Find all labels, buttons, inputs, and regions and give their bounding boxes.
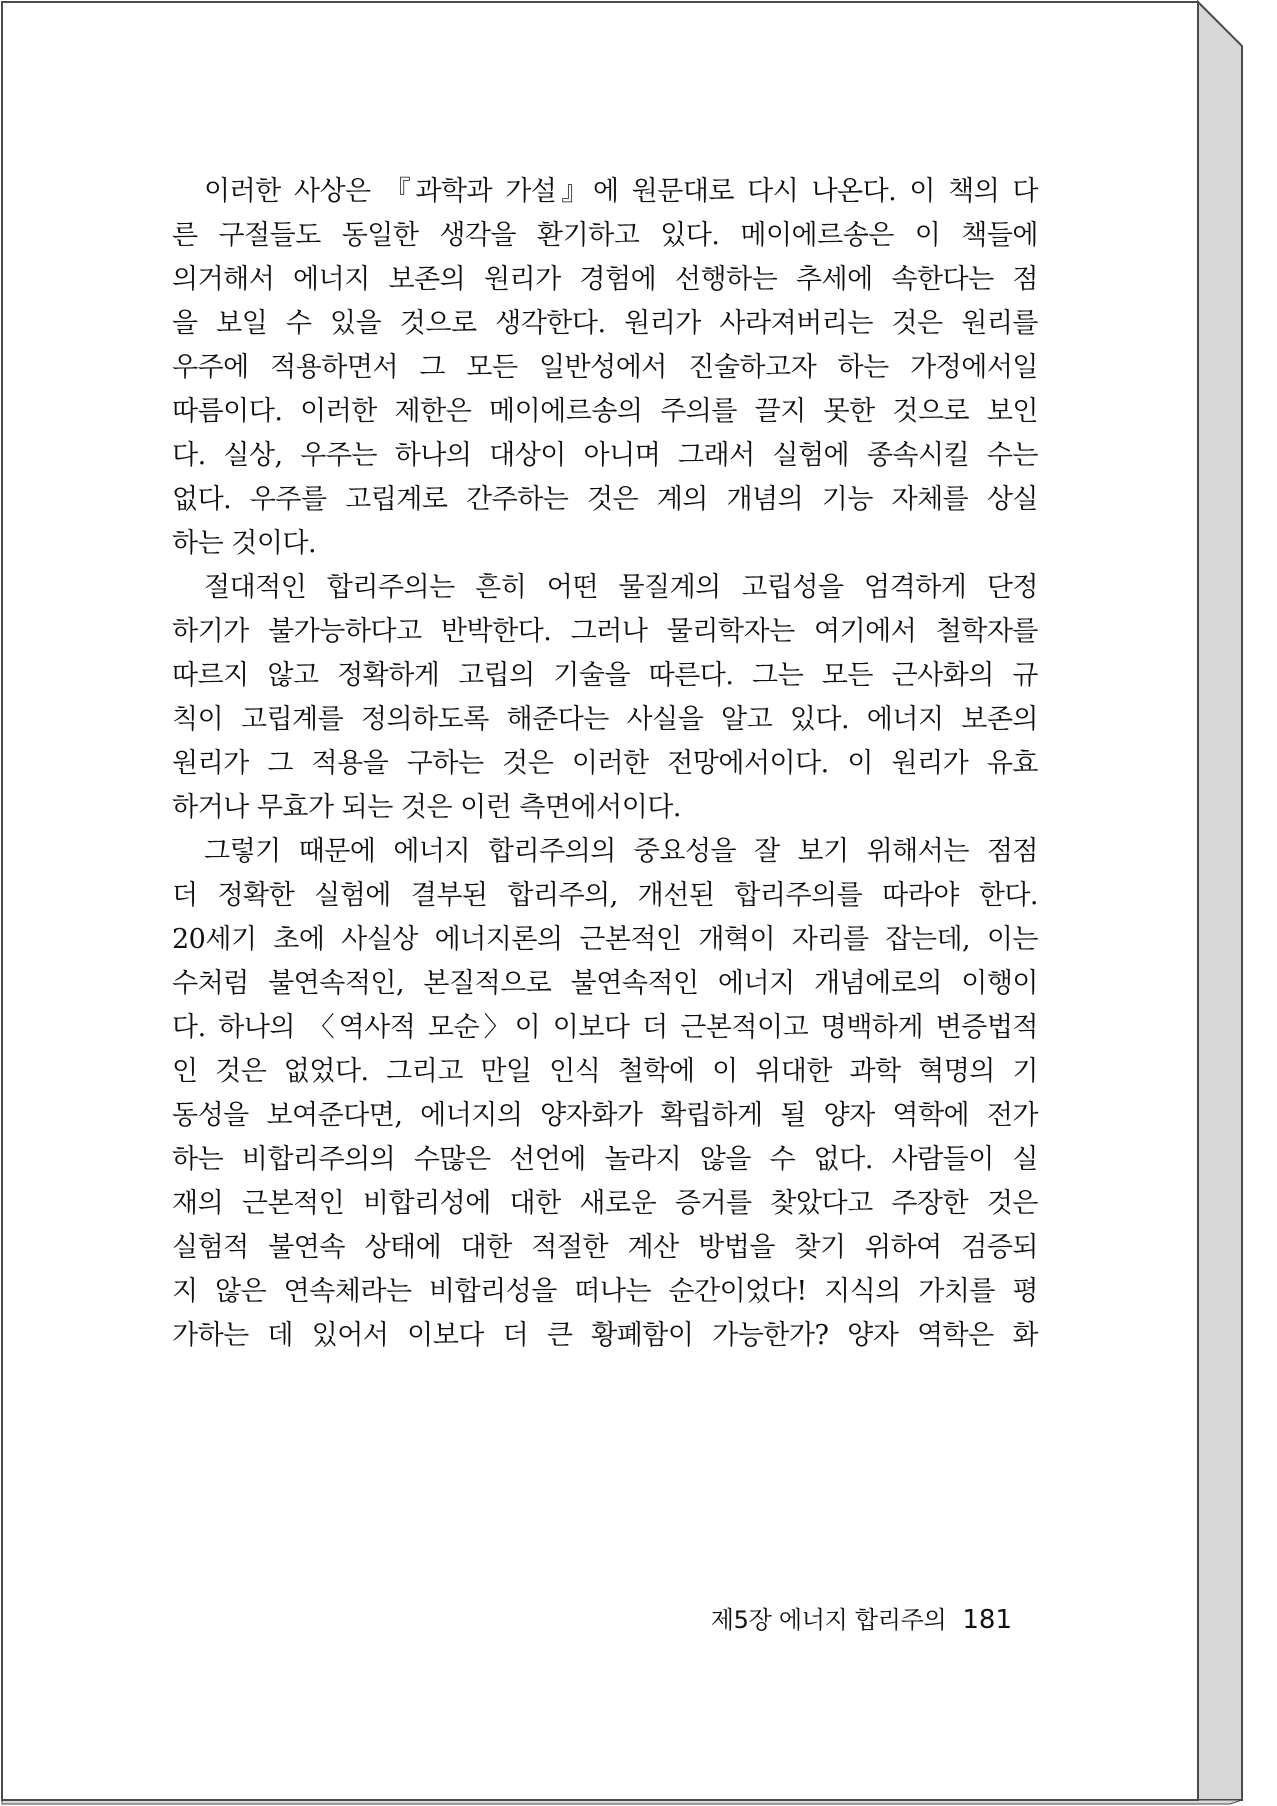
text-line: 다. 하나의 〈역사적 모순〉이 이보다 더 근본적이고 명백하게 변증법적 bbox=[172, 1012, 1038, 1043]
text-line: 따르지 않고 정확하게 고립의 기술을 따른다. 그는 모든 근사화의 규 bbox=[172, 660, 1038, 691]
paragraph-3 bbox=[172, 830, 1038, 1358]
text-line: 하기가 불가능하다고 반박한다. 그러나 물리학자는 여기에서 철학자를 bbox=[172, 616, 1038, 647]
text-line: 더 정확한 실험에 결부된 합리주의, 개선된 합리주의를 따라야 한다. bbox=[172, 880, 1038, 911]
text-line: 따름이다. 이러한 제한은 메이에르송의 주의를 끌지 못한 것으로 보인 bbox=[172, 396, 1038, 427]
text-line: 우주에 적용하면서 그 모든 일반성에서 진술하고자 하는 가정에서일 bbox=[172, 352, 1038, 383]
text-line: 다. 실상, 우주는 하나의 대상이 아니며 그래서 실험에 종속시킬 수는 bbox=[172, 440, 1038, 471]
text-line: 의거해서 에너지 보존의 원리가 경험에 선행하는 추세에 속한다는 점 bbox=[172, 264, 1038, 295]
paragraph-1 bbox=[172, 170, 1038, 566]
text-line: 없다. 우주를 고립계로 간주하는 것은 계의 개념의 기능 자체를 상실 bbox=[172, 484, 1038, 515]
text-line: 절대적인 합리주의는 흔히 어떤 물질계의 고립성을 엄격하게 단정 bbox=[204, 572, 1038, 603]
page-number: 181 bbox=[962, 1605, 1012, 1635]
paragraph-2 bbox=[172, 566, 1038, 830]
text-line: 원리가 그 적용을 구하는 것은 이러한 전망에서이다. 이 원리가 유효 bbox=[172, 748, 1038, 779]
text-line: 하는 것이다. bbox=[172, 528, 317, 559]
running-footer bbox=[700, 1600, 1012, 1635]
text-line: 하는 비합리주의의 수많은 선언에 놀라지 않을 수 없다. 사람들이 실 bbox=[172, 1144, 1038, 1175]
text-line: 재의 근본적인 비합리성에 대한 새로운 증거를 찾았다고 주장한 것은 bbox=[172, 1188, 1038, 1219]
text-line: 른 구절들도 동일한 생각을 환기하고 있다. 메이에르송은 이 책들에 bbox=[172, 220, 1038, 251]
text-line: 동성을 보여준다면, 에너지의 양자화가 확립하게 될 양자 역학에 전가 bbox=[172, 1100, 1038, 1131]
text-line: 하거나 무효가 되는 것은 이런 측면에서이다. bbox=[172, 792, 681, 823]
text-line: 그렇기 때문에 에너지 합리주의의 중요성을 잘 보기 위해서는 점점 bbox=[204, 836, 1038, 867]
text-line: 지 않은 연속체라는 비합리성을 떠나는 순간이었다! 지식의 가치를 평 bbox=[172, 1276, 1038, 1307]
text-line: 칙이 고립계를 정의하도록 해준다는 사실을 알고 있다. 에너지 보존의 bbox=[172, 704, 1038, 735]
text-line: 이러한 사상은 『과학과 가설』에 원문대로 다시 나온다. 이 책의 다 bbox=[204, 176, 1038, 207]
text-line: 실험적 불연속 상태에 대한 적절한 계산 방법을 찾기 위하여 검증되 bbox=[172, 1232, 1038, 1263]
text-line: 인 것은 없었다. 그리고 만일 인식 철학에 이 위대한 과학 혁명의 기 bbox=[172, 1056, 1038, 1087]
text-line: 수처럼 불연속적인, 본질적으로 불연속적인 에너지 개념에로의 이행이 bbox=[172, 968, 1038, 999]
chapter-title: 제5장 에너지 합리주의 bbox=[710, 1606, 947, 1634]
page-edge-right bbox=[1198, 2, 1242, 1800]
text-line: 가하는 데 있어서 이보다 더 큰 황폐함이 가능한가? 양자 역학은 화 bbox=[172, 1320, 1038, 1351]
text-line: 을 보일 수 있을 것으로 생각한다. 원리가 사라져버리는 것은 원리를 bbox=[172, 308, 1038, 339]
body-text bbox=[172, 170, 1038, 1358]
text-line: 20세기 초에 사실상 에너지론의 근본적인 개혁이 자리를 잡는데, 이는 bbox=[172, 924, 1038, 955]
